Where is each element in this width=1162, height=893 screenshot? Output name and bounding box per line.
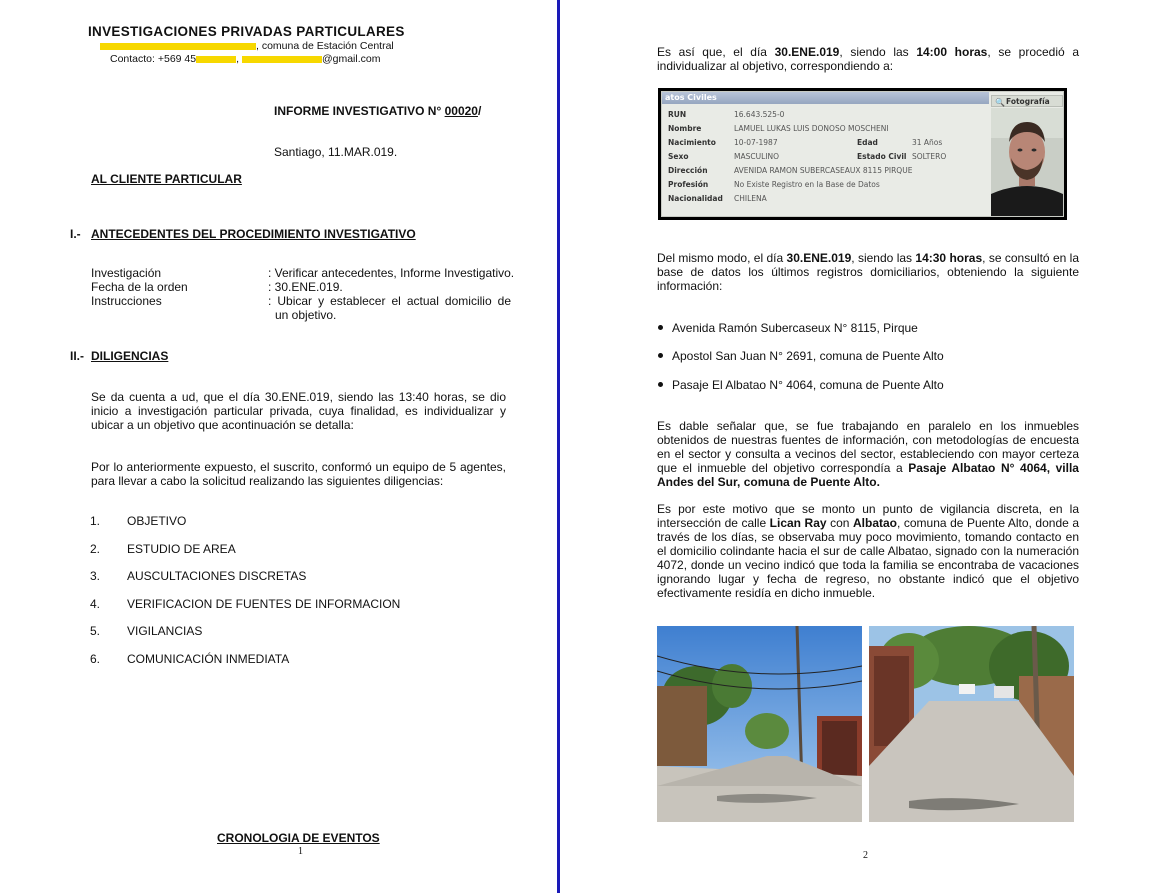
field-value-continued: un objetivo. — [275, 308, 337, 322]
record-value: 10-07-1987 — [734, 138, 778, 147]
letterhead-contact-phone: Contacto: +569 45 — [110, 53, 197, 65]
page-number: 2 — [863, 850, 868, 861]
paragraph-surveillance — [657, 502, 1079, 600]
list-item: VIGILANCIAS — [127, 624, 203, 638]
record-value: 16.643.525-0 — [734, 110, 785, 119]
text-line: Por lo anteriormente expuesto, el suscrito, conformó un equipo de 5 agentes, — [91, 460, 506, 474]
record-value-civil-status: SOLTERO — [912, 152, 947, 161]
list-item: AUSCULTACIONES DISCRETAS — [127, 569, 307, 583]
street-scene-icon — [657, 626, 862, 822]
text-line: Es por este motivo que se monto un punto de vigilancia discreta, en la — [657, 502, 1079, 516]
record-value: CHILENA — [734, 194, 767, 203]
paragraph-address-query — [657, 251, 1079, 293]
document-page-2 — [560, 0, 1162, 893]
record-value: AVENIDA RAMON SUBERCASEAUX 8115 PIRQUE — [734, 166, 913, 175]
record-label: Dirección — [668, 166, 708, 175]
text-line: que el inmueble del objetivo correspondía a Pasaje Albatao N° 4064, villa — [657, 461, 1079, 475]
report-number: 00020 — [444, 104, 478, 118]
text-line: intersección de calle Lican Ray con Albatao, comuna de Puente Alto, donde a — [657, 516, 1079, 530]
paragraph-identification-line-2: individualizar al objetivo, correspondiendo a: — [657, 59, 894, 73]
civil-registry-panel — [661, 91, 1064, 217]
redaction-highlight — [100, 43, 256, 50]
text-line: obtenidos de nuestras fuentes de información, con metodologías de encuesta — [657, 433, 1079, 447]
letterhead-contact: Contacto: +569 45 , @gmail.com — [110, 53, 381, 65]
text-line: efectivamente residía en dicho inmueble. — [657, 586, 876, 600]
list-number: 4. — [90, 597, 101, 611]
paragraph-field-work — [657, 419, 1079, 489]
record-label: Sexo — [668, 152, 689, 161]
field-value: : 30.ENE.019. — [268, 280, 343, 294]
letterhead-org-name: INVESTIGACIONES PRIVADAS PARTICULARES — [88, 24, 405, 39]
record-label: Nombre — [668, 124, 702, 133]
field-value: : Verificar antecedentes, Informe Investigativo. — [268, 266, 515, 280]
section-2-number: II.- — [70, 349, 84, 363]
redaction-highlight — [196, 56, 236, 63]
place-date: Santiago, 11.MAR.019. — [274, 145, 398, 159]
civil-registry-header: atos Civiles — [662, 92, 989, 104]
list-number: 3. — [90, 569, 101, 583]
letterhead-address-text: , comuna de Estación Central — [256, 40, 394, 52]
civil-registry-record-image — [658, 88, 1067, 220]
text-line: Del mismo modo, el día 30.ENE.019, siendo las 14:30 horas, se consultó en la — [657, 251, 1079, 265]
record-label: Nacionalidad — [668, 194, 723, 203]
record-label-civil-status: Estado Civil — [857, 152, 907, 161]
record-label: Nacimiento — [668, 138, 716, 147]
list-item: VERIFICACION DE FUENTES DE INFORMACION — [127, 597, 401, 611]
section-1-number: I.- — [70, 227, 81, 241]
report-title-text: INFORME INVESTIGATIVO N° — [274, 104, 442, 118]
street-scene-icon — [869, 626, 1074, 822]
section-2-title: DILIGENCIAS — [91, 349, 169, 363]
text-line: inicio a investigación particular privada, cuya finalidad, es individualizar y — [91, 404, 506, 418]
page-number: 1 — [298, 846, 303, 857]
list-item: ESTUDIO DE AREA — [127, 542, 236, 556]
text-line: ignorando lugar y fecha de regreso, no obstante indicó que el objetivo — [657, 572, 1079, 586]
list-item: COMUNICACIÓN INMEDIATA — [127, 652, 290, 666]
text-line: través de los días, se observaba muy poco movimiento, tomando contacto en — [657, 530, 1079, 544]
text-line: Andes del Sur, comuna de Puente Alto. — [657, 475, 880, 489]
list-number: 6. — [90, 652, 101, 666]
list-number: 2. — [90, 542, 101, 556]
person-portrait-icon — [991, 108, 1063, 216]
record-value: MASCULINO — [734, 152, 779, 161]
text-line: el domicilio colindante hacia el sur de calle Albatao, signado con la numeración — [657, 544, 1079, 558]
record-value: LAMUEL LUKAS LUIS DONOSO MOSCHENI — [734, 124, 889, 133]
record-label-age: Edad — [857, 138, 878, 147]
field-value: : Ubicar y establecer el actual domicilio de — [268, 294, 511, 308]
text-line: base de datos los últimos registros domiciliarios, obteniendo la siguiente — [657, 265, 1079, 279]
paragraph-diligencias-2 — [91, 460, 506, 488]
report-title-suffix: / — [477, 104, 482, 118]
record-label: Profesión — [668, 180, 709, 189]
address-list-item: Avenida Ramón Subercaseux N° 8115, Pirque — [658, 321, 918, 335]
address-list-item: Pasaje El Albatao N° 4064, comuna de Puente Alto — [658, 378, 944, 392]
redaction-highlight — [242, 56, 322, 63]
field-label: Fecha de la orden — [91, 280, 188, 294]
record-label: RUN — [668, 110, 687, 119]
chronology-title: CRONOLOGIA DE EVENTOS — [217, 831, 380, 845]
addressee: AL CLIENTE PARTICULAR — [91, 172, 242, 186]
street-photo-1 — [657, 626, 862, 822]
letterhead-address — [100, 40, 394, 52]
text-line: Es dable señalar que, se fue trabajando en paralelo en los inmuebles — [657, 419, 1079, 433]
street-photo-2 — [869, 626, 1074, 822]
list-number: 1. — [90, 514, 101, 528]
magnifier-icon: 🔍 — [995, 98, 1005, 107]
record-value: No Existe Registro en la Base de Datos — [734, 180, 880, 189]
paragraph-identification-line-1: Es así que, el día 30.ENE.019, siendo las 14:00 horas, se procedió a — [657, 45, 1079, 59]
bullet-icon — [658, 325, 663, 330]
text-line: información: — [657, 279, 723, 293]
section-1-title: ANTECEDENTES DEL PROCEDIMIENTO INVESTIGATIVO — [91, 227, 416, 241]
text-line: 4072, donde un vecino indicó que toda la familia se encontraba de vacaciones — [657, 558, 1079, 572]
text-line: Se da cuenta a ud, que el día 30.ENE.019, siendo las 13:40 horas, se dio — [91, 390, 506, 404]
bullet-icon — [658, 353, 663, 358]
address-list-item: Apostol San Juan N° 2691, comuna de Puente Alto — [658, 349, 944, 363]
letterhead-contact-email: @gmail.com — [321, 53, 381, 65]
list-number: 5. — [90, 624, 101, 638]
person-photo — [991, 108, 1063, 216]
field-label: Investigación — [91, 266, 162, 280]
document-page-1 — [0, 0, 557, 893]
text-line: en el sector y consulta a vecinos del sector, estableciendo con mayor certeza — [657, 447, 1079, 461]
report-title — [274, 104, 481, 118]
bullet-icon — [658, 382, 663, 387]
list-item: OBJETIVO — [127, 514, 187, 528]
text-line: ubicar a un objetivo que acontinuación se detalla: — [91, 418, 354, 432]
text-line: para llevar a cabo la solicitud realizando las siguientes diligencias: — [91, 474, 444, 488]
record-value-age: 31 Años — [912, 138, 943, 147]
field-label: Instrucciones — [91, 294, 162, 308]
photo-panel-header — [991, 95, 1063, 107]
photo-panel-label: Fotografía — [1006, 97, 1050, 106]
paragraph-diligencias-1 — [91, 390, 506, 432]
